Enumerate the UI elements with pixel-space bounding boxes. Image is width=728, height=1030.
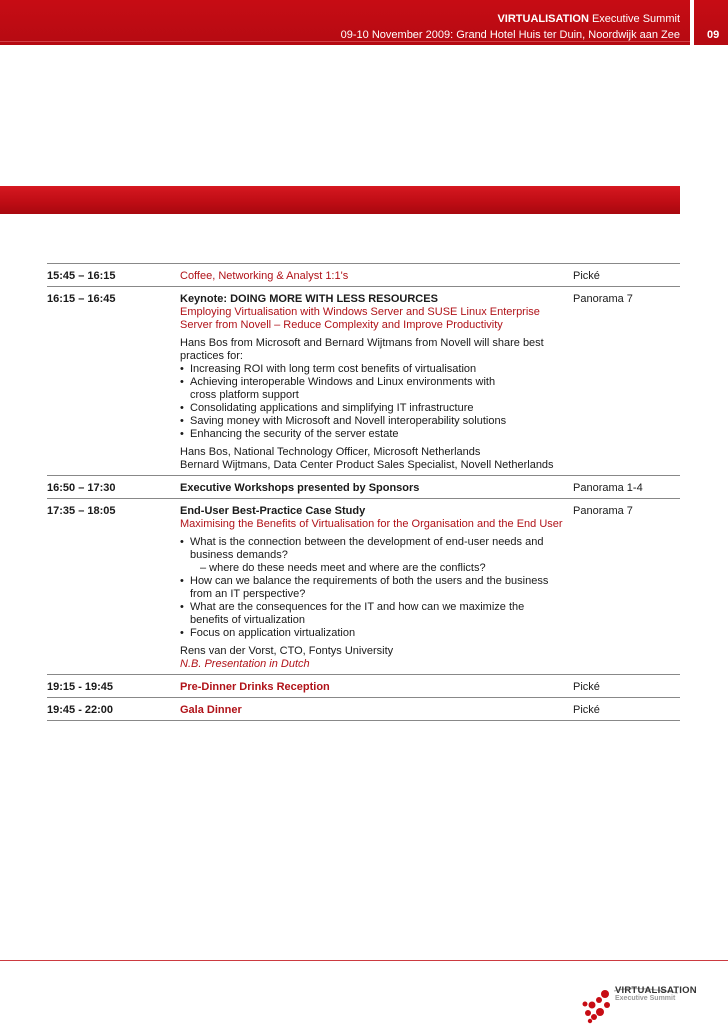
row-session <box>180 499 570 674</box>
session-title: Executive Workshops presented by Sponsors <box>180 482 420 494</box>
row-time: 16:15 – 16:45 <box>47 293 116 305</box>
session-title: Coffee, Networking & Analyst 1:1's <box>180 270 349 282</box>
bullet-item: • Increasing ROI with long term cost benefits of virtualisation <box>180 363 570 376</box>
schedule-row <box>47 674 680 698</box>
schedule-table <box>47 263 680 721</box>
row-room: Panorama 1-4 <box>573 482 643 494</box>
schedule-row <box>47 475 680 499</box>
speaker-line: Bernard Wijtmans, Data Center Product Sales Specialist, Novell Netherlands <box>180 459 554 471</box>
bullet-item: • What are the consequences for the IT and how can we maximize the benefits of virtualization <box>180 601 570 627</box>
session-intro: Hans Bos from Microsoft and Bernard Wijtmans from Novell will share best <box>180 337 544 349</box>
row-session <box>180 476 570 498</box>
row-session <box>180 698 570 720</box>
bullet-item: • What is the connection between the development of end-user needs and business demands? – where do these needs meet and where are the conflicts? <box>180 536 570 575</box>
row-room: Pické <box>573 270 600 282</box>
page-number: 09 <box>707 29 720 41</box>
bullet-item: • Saving money with Microsoft and Novell interoperability solutions <box>180 415 570 428</box>
session-bullets <box>180 536 570 640</box>
session-subtitle: Maximising the Benefits of Virtualisation for the Organisation and the End User <box>180 518 563 530</box>
session-subtitle: Server from Novell – Reduce Complexity and Improve Productivity <box>180 319 503 331</box>
speaker-line: Hans Bos, National Technology Officer, Microsoft Netherlands <box>180 446 481 458</box>
row-room: Pické <box>573 704 600 716</box>
session-subtitle: Employing Virtualisation with Windows Server and SUSE Linux Enterprise <box>180 306 540 318</box>
bullet-item: • Achieving interoperable Windows and Linux environments with cross platform support <box>180 376 570 402</box>
row-room: Panorama 7 <box>573 293 633 305</box>
header-summit: Executive Summit <box>591 13 680 25</box>
footer-rule <box>0 960 728 961</box>
schedule-row <box>47 697 680 721</box>
session-bullets <box>180 363 570 441</box>
row-time: 15:45 – 16:15 <box>47 270 116 282</box>
session-title: End-User Best-Practice Case Study <box>180 505 366 517</box>
session-title: Pre-Dinner Drinks Reception <box>180 681 330 693</box>
sub-question: – where do these needs meet and where are the conflicts? <box>200 562 486 574</box>
row-session <box>180 264 570 286</box>
header-separator <box>0 41 690 42</box>
session-intro: practices for: <box>180 350 243 362</box>
row-room: Panorama 7 <box>573 505 633 517</box>
bullet-item: • Consolidating applications and simplifying IT infrastructure <box>180 402 570 415</box>
bullet-continuation: cross platform support <box>190 389 299 401</box>
schedule-row <box>47 498 680 675</box>
schedule-row <box>47 263 680 287</box>
header-event-line: 09-10 November 2009: Grand Hotel Huis ter Duin, Noordwijk aan Zee <box>340 29 680 41</box>
session-title: Keynote: DOING MORE WITH LESS RESOURCES <box>180 293 438 305</box>
bullet-item: • How can we balance the requirements of both the users and the business from an IT perspective? <box>180 575 570 601</box>
logo-brand: VIRTUALISATION <box>615 985 697 996</box>
header-brand: VIRTUALISATION <box>497 13 589 25</box>
row-time: 19:15 - 19:45 <box>47 681 114 693</box>
row-time: 19:45 - 22:00 <box>47 704 114 716</box>
row-session <box>180 287 570 475</box>
schedule-row <box>47 286 680 476</box>
bullet-item: • Focus on application virtualization <box>180 627 570 640</box>
session-title: Gala Dinner <box>180 704 242 716</box>
header-title <box>497 13 680 25</box>
session-note: N.B. Presentation in Dutch <box>180 658 310 670</box>
logo-sub: Executive Summit <box>615 995 676 1002</box>
row-session <box>180 675 570 697</box>
section-red-bar <box>0 186 680 214</box>
bullet-item: • Enhancing the security of the server estate <box>180 428 570 441</box>
row-time: 17:35 – 18:05 <box>47 505 116 517</box>
row-time: 16:50 – 17:30 <box>47 482 116 494</box>
speaker-line: Rens van der Vorst, CTO, Fontys University <box>180 645 394 657</box>
row-room: Pické <box>573 681 600 693</box>
